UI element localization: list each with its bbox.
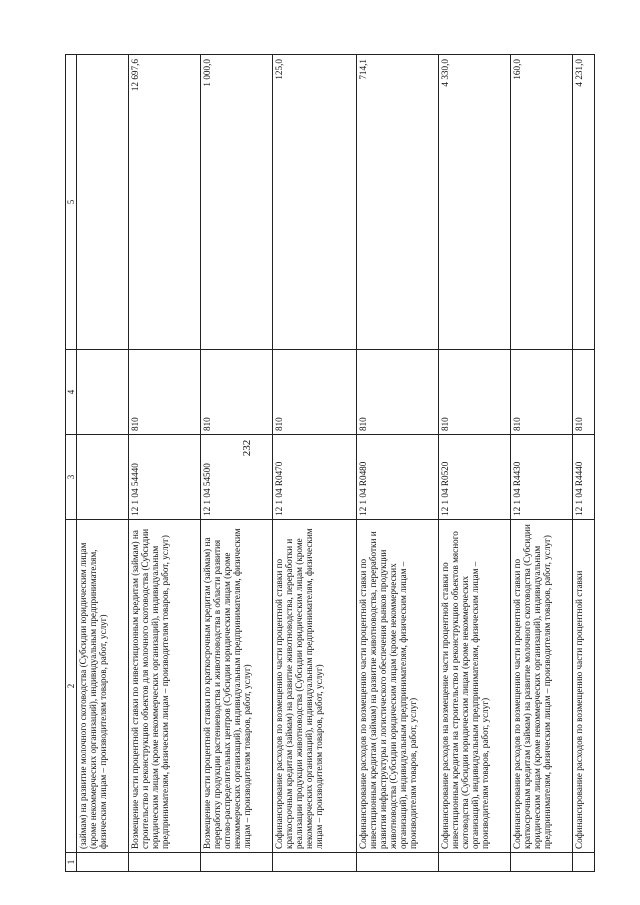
row-target-code: 12 1 04 54440 bbox=[129, 435, 201, 520]
row-expense-type: 810 bbox=[439, 350, 511, 435]
row-target-code: 12 1 04 54500 bbox=[201, 435, 273, 520]
row-expense-type: 810 bbox=[511, 350, 573, 435]
row-target-code bbox=[77, 435, 129, 520]
row-expense-type bbox=[77, 350, 129, 435]
row-expense-type: 810 bbox=[357, 350, 439, 435]
table-row bbox=[201, 55, 273, 872]
row-amount: 1 000,0 bbox=[201, 55, 273, 350]
row-target-code: 12 1 04 R0480 bbox=[357, 435, 439, 520]
row-number bbox=[439, 853, 511, 872]
row-number bbox=[129, 853, 201, 872]
row-description: Софинансирование расходов на возмещение части процентной ставки по инвестиционным кредитам на строительство и реконструкцию объектов мясного скотоводства (Субсидии юридическим лицам (кроме некоммерческих организаций), индивидуальным предпринимателям, физическим лицам – производителям товаров, работ, услуг) bbox=[439, 520, 511, 853]
column-number-row bbox=[66, 55, 77, 872]
row-amount: 4 330,0 bbox=[439, 55, 511, 350]
row-amount: 4 231,0 bbox=[573, 55, 595, 350]
row-expense-type: 810 bbox=[273, 350, 357, 435]
row-expense-type: 810 bbox=[129, 350, 201, 435]
table-row bbox=[273, 55, 357, 872]
row-number bbox=[77, 853, 129, 872]
table-row bbox=[573, 55, 595, 872]
column-header-2: 2 bbox=[66, 520, 77, 853]
row-expense-type: 810 bbox=[573, 350, 595, 435]
row-amount: 160,0 bbox=[511, 55, 573, 350]
row-number bbox=[573, 853, 595, 872]
row-amount: 714,1 bbox=[357, 55, 439, 350]
row-number bbox=[357, 853, 439, 872]
row-amount: 125,0 bbox=[273, 55, 357, 350]
table-row bbox=[439, 55, 511, 872]
row-number bbox=[273, 853, 357, 872]
column-header-4: 4 bbox=[66, 350, 77, 435]
table-row bbox=[511, 55, 573, 872]
row-description: (займам) на развитие молочного скотоводства (Субсидии юридическим лицам (кроме некоммерческих организаций), индивидуальным предпринимателям, физическим лицам – производителям товаров, работ, услуг) bbox=[77, 520, 129, 853]
row-description: Софинансирование расходов по возмещению части процентной ставки по краткосрочным кредитам (займам) на развитие молочного скотоводства (Субсидии юридическим лицам (кроме некоммерческих организаций), индивидуальным предпринимателям, физическим лицам – производителям товаров, работ, услуг) bbox=[511, 520, 573, 853]
column-header-5: 5 bbox=[66, 55, 77, 350]
budget-table bbox=[65, 54, 595, 872]
column-header-3: 3 bbox=[66, 435, 77, 520]
row-description: Софинансирование расходов по возмещению части процентной ставки по краткосрочным кредитам (займам) на развитие животноводства, переработки и реализации продукции животноводства (Субсидии юридическим лицам (кроме некоммерческих организаций), индивидуальным предпринимателям, физическим лицам – производителям товаров, работ, услуг) bbox=[273, 520, 357, 853]
table-row bbox=[129, 55, 201, 872]
row-target-code: 12 1 04 R4440 bbox=[573, 435, 595, 520]
column-header-1: 1 bbox=[66, 853, 77, 872]
table-row bbox=[357, 55, 439, 872]
row-amount: 12 697,6 bbox=[129, 55, 201, 350]
row-description: Софинансирование расходов по возмещению части процентной ставки по инвестиционным кредитам (займам) на развитие животноводства, переработки и развития инфраструктуры и логистического обеспечения рынков продукции животноводства (Субсидии юридическим лицам (кроме некоммерческих организаций), индивидуальным предпринимателям, физическим лицам – производителям товаров, работ, услуг) bbox=[357, 520, 439, 853]
row-description: Возмещение части процентной ставки по инвестиционным кредитам (займам) на строительство и реконструкцию объектов для молочного скотоводства (Субсидии юридическим лицам (кроме некоммерческих организаций), индивидуальным предпринимателям, физическим лицам – производителям товаров, работ, услуг) bbox=[129, 520, 201, 853]
row-description: Софинансирование расходов по возмещению части процентной ставки bbox=[573, 520, 595, 853]
row-target-code: 12 1 04 R0520 bbox=[439, 435, 511, 520]
row-target-code: 12 1 04 R4430 bbox=[511, 435, 573, 520]
page-number: 232 bbox=[241, 439, 253, 457]
table-row bbox=[77, 55, 129, 872]
row-amount bbox=[77, 55, 129, 350]
row-expense-type: 810 bbox=[201, 350, 273, 435]
rotated-page-content bbox=[65, 60, 597, 872]
row-description: Возмещение части процентной ставки по краткосрочным кредитам (займам) на переработку продукции растениеводства и животноводства в области развития оптово-распределительных центров (Субсидии юридическим лицам (кроме некоммерческих организаций), индивидуальным предпринимателям, физическим лицам – производителям товаров, работ, услуг) bbox=[201, 520, 273, 853]
row-target-code: 12 1 04 R0470 bbox=[273, 435, 357, 520]
row-number bbox=[511, 853, 573, 872]
row-number bbox=[201, 853, 273, 872]
